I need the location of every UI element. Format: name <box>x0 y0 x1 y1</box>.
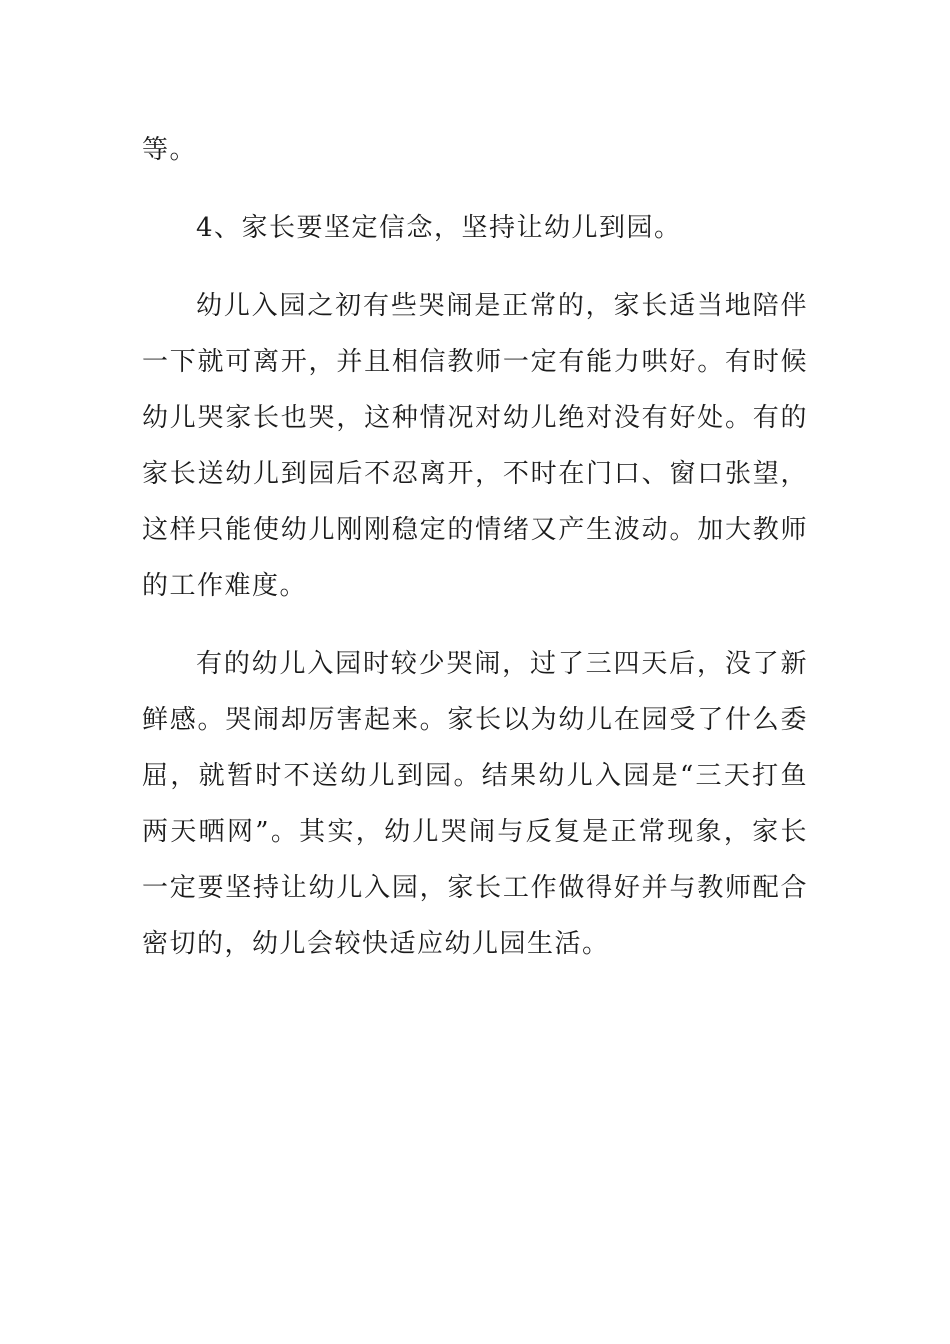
document-body <box>142 122 808 994</box>
paragraph: 有的幼儿入园时较少哭闹，过了三四天后，没了新鲜感。哭闹却厉害起来。家长以为幼儿在园受了什么委屈，就暂时不送幼儿到园。结果幼儿入园是“三天打鱼两天晒网”。其实，幼儿哭闹与反复是正常现象，家长一定要坚持让幼儿入园，家长工作做得好并与教师配合密切的，幼儿会较快适应幼儿园生活。 <box>142 649 808 959</box>
paragraph: 幼儿入园之初有些哭闹是正常的，家长适当地陪伴一下就可离开，并且相信教师一定有能力哄好。有时候幼儿哭家长也哭，这种情况对幼儿绝对没有好处。有的家长送幼儿到园后不忍离开，不时在门口、窗口张望，这样只能使幼儿刚刚稳定的情绪又产生波动。加大教师的工作难度。 <box>142 291 808 601</box>
section-heading: 4、家长要坚定信念，坚持让幼儿到园。 <box>196 213 682 243</box>
paragraph-continuation: 等。 <box>142 135 198 165</box>
